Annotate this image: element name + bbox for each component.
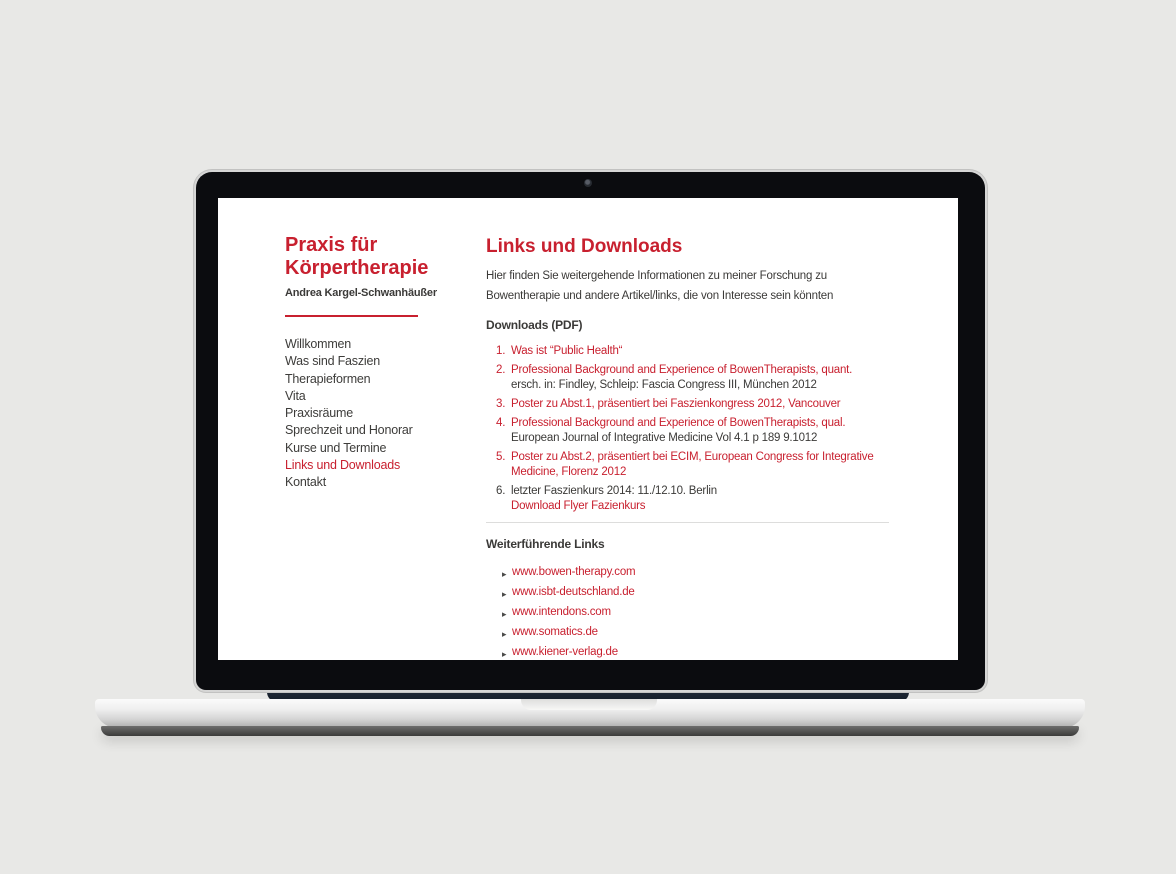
site-logo[interactable] [285, 234, 463, 280]
external-link[interactable]: www.intendons.com [512, 606, 611, 618]
download-number: 5. [496, 451, 506, 463]
download-lines [511, 450, 890, 480]
download-link[interactable]: Poster zu Abst.1, präsentiert bei Faszienkongress 2012, Vancouver [511, 398, 841, 410]
download-list-item [486, 397, 890, 412]
brand-rule-divider [285, 315, 418, 317]
external-link[interactable]: www.kiener-verlag.de [512, 646, 618, 658]
external-link[interactable]: www.isbt-deutschland.de [512, 586, 635, 598]
download-lines [511, 363, 890, 393]
sidebar-item-praxisr-ume[interactable]: Praxisräume [285, 406, 353, 421]
triangle-bullet-icon: ▸ [502, 629, 507, 639]
downloads-heading: Downloads (PDF) [486, 318, 583, 332]
downloads-list [486, 344, 890, 514]
download-list-item [486, 484, 890, 514]
download-number: 2. [496, 364, 506, 376]
external-link-item [486, 605, 906, 620]
download-number: 6. [496, 485, 506, 497]
external-link-item [486, 625, 906, 640]
download-link[interactable]: Download Flyer Fazienkurs [511, 500, 646, 512]
download-link[interactable]: Poster zu Abst.2, präsentiert bei ECIM, European Congress for Integrative Medicine, Florenz 2012 [511, 451, 874, 478]
download-lines [511, 344, 890, 359]
sidebar-item-sprechzeit-und-honorar[interactable]: Sprechzeit und Honorar [285, 423, 413, 438]
sidebar-item-links-und-downloads[interactable]: Links und Downloads [285, 458, 401, 473]
download-number: 4. [496, 417, 506, 429]
triangle-bullet-icon: ▸ [502, 569, 507, 579]
intro-text: Hier finden Sie weitergehende Informationen zu meiner Forschung zu Bowentherapie und andere Artikel/links, die von Interesse sein könnten [486, 270, 834, 302]
download-lines [511, 397, 890, 412]
webcam-icon [584, 179, 592, 187]
download-list-item [486, 344, 890, 359]
sidebar-item-therapieformen[interactable]: Therapieformen [285, 371, 371, 386]
external-links-heading: Weiterführende Links [486, 537, 605, 551]
external-link[interactable]: www.somatics.de [512, 626, 598, 638]
download-list-item [486, 450, 890, 480]
download-link[interactable]: Professional Background and Experience of BowenTherapists, quant. [511, 364, 853, 376]
site-title-line2: Körpertherapie [285, 257, 429, 279]
download-lines [511, 416, 890, 446]
download-link[interactable]: Professional Background and Experience of BowenTherapists, qual. [511, 417, 846, 429]
sidebar-nav [285, 336, 463, 492]
laptop-lid-notch [521, 699, 657, 710]
sidebar [285, 234, 463, 492]
external-link-item [486, 645, 906, 660]
section-divider [486, 522, 889, 523]
laptop-screen-bezel [196, 172, 985, 690]
download-list-item [486, 416, 890, 446]
download-list-item [486, 363, 890, 393]
download-note: ersch. in: Findley, Schleip: Fascia Congress III, München 2012 [511, 379, 817, 391]
sidebar-item-kontakt[interactable]: Kontakt [285, 475, 326, 490]
download-lines [511, 484, 890, 514]
download-link[interactable]: Was ist “Public Health“ [511, 345, 623, 357]
sidebar-item-was-sind-faszien[interactable]: Was sind Faszien [285, 354, 380, 369]
triangle-bullet-icon: ▸ [502, 649, 507, 659]
download-note: letzter Faszienkurs 2014: 11./12.10. Berlin [511, 485, 717, 497]
download-note: European Journal of Integrative Medicine Vol 4.1 p 189 9.1012 [511, 432, 818, 444]
site-subtitle: Andrea Kargel-Schwanhäußer [285, 287, 437, 299]
download-number: 1. [496, 345, 506, 357]
main-content [486, 236, 906, 660]
site-title-line1: Praxis für [285, 234, 378, 256]
download-number: 3. [496, 398, 506, 410]
laptop-base [95, 699, 1085, 728]
external-link-item [486, 585, 906, 600]
sidebar-item-vita[interactable]: Vita [285, 388, 306, 403]
website-viewport [218, 198, 958, 660]
external-link[interactable]: www.bowen-therapy.com [512, 566, 636, 578]
page-title: Links und Downloads [486, 236, 683, 257]
triangle-bullet-icon: ▸ [502, 589, 507, 599]
external-link-item [486, 565, 906, 580]
triangle-bullet-icon: ▸ [502, 609, 507, 619]
external-links-list [486, 565, 906, 660]
sidebar-item-kurse-und-termine[interactable]: Kurse und Termine [285, 440, 387, 455]
laptop-base-bottom-edge [101, 726, 1079, 736]
sidebar-item-willkommen[interactable]: Willkommen [285, 337, 352, 351]
